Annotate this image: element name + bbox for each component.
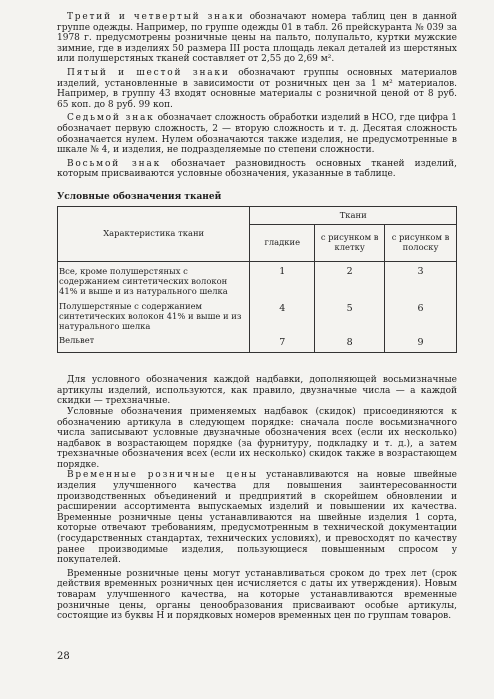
paragraph-text: Для условного обозначения каждой надбавки, дополняющей восьмизначные артикулы изделий, используются, как правило, двузначные числа — а каждой скидки — трехзначные. (57, 375, 457, 407)
cell-value: 1 (250, 261, 315, 298)
row-label: Вельвет (58, 333, 250, 353)
cell-value: 8 (315, 333, 385, 353)
page-number: 28 (57, 651, 70, 662)
row-label: Все, кроме полушерстяных с содержанием синтетических волокон 41% и выше и из натурального шелка (58, 261, 250, 298)
paragraph-temporary-prices (57, 470, 457, 565)
spaced-lead: Восьмой знак (67, 158, 162, 169)
paragraph-text: обозначают группы основных материалов изделий, установленные в зависимости от розничных цен за 1 м² материалов. Например, в группу 43 входят основные материалы с розничной ценой от 8 руб. 65 коп. до 8 руб. 99 коп. (57, 67, 457, 110)
page-body (57, 12, 457, 622)
paragraph-text: обозначает сложность обработки изделий в НСО, где цифра 1 обозначает первую сложность, 2 — вторую сложность и т. д. Десятая сложность обозначается нулем. Нулем обозначаются также изделия, не предусмотренные в шкале № 4, и изделия, не подразделяемые по степени сложности. (57, 113, 458, 156)
cell-value: 2 (315, 261, 385, 298)
cell-value: 5 (315, 299, 385, 334)
paragraph-text: устанавливаются на новые швейные изделия улучшенного качества для повышения заинтересованности производственных объединений и предприятий в скорейшем обновлении и расширении ассортимента выпускаемых изделий и повышении их качества. Временные розничные цены устанавливаются на швейные изделия 1 сорта, которые отвечают требованиям, предусмотренным в технической документации (государственных стандартах, технических условиях), и превосходят по качеству ранее производимые изделия, пользующиеся повышенным спросом у покупателей. (57, 470, 458, 566)
paragraph-seventh-sign (57, 113, 457, 155)
header-plain: гладкие (250, 224, 315, 261)
spaced-lead: Пятый и шестой знаки (67, 67, 230, 78)
spaced-lead: Третий и четвертый знаки (67, 12, 245, 22)
header-fabrics: Ткани (250, 206, 457, 224)
fabric-codes-table (57, 206, 457, 353)
table-row (58, 333, 457, 353)
header-stripe: с рисунком в полоску (385, 224, 457, 261)
cell-value: 7 (250, 333, 315, 353)
header-check: с рисунком в клетку (315, 224, 385, 261)
paragraph-third-fourth-signs (57, 12, 457, 65)
paragraph-text: Временные розничные цены могут устанавливаться сроком до трех лет (срок действия временных розничных цен исчисляется с даты их утверждения). Новым товарам улучшенного качества, на которые устанавливаются временные розничные цены, органы ценообразования присваивают особые артикулы, состоящие из буквы Н и порядковых номеров временных цен по группам товаров. (57, 568, 457, 622)
paragraph-surcharge-codes (57, 375, 457, 407)
cell-value: 6 (385, 299, 457, 334)
table-row (58, 261, 457, 298)
paragraph-eighth-sign (57, 159, 457, 180)
row-label: Полушерстяные с содержанием синтетических волокон 41% и выше и из натурального шелка (58, 299, 250, 334)
bottom-text (57, 375, 457, 622)
top-text (57, 12, 457, 180)
paragraph-text: обозначает разновидность основных тканей изделий, которым присваиваются условные обозначения, указанные в таблице. (57, 158, 457, 180)
paragraph-temporary-prices-term (57, 569, 457, 622)
cell-value: 3 (385, 261, 457, 298)
spaced-lead: Временные розничные цены (67, 470, 258, 481)
paragraph-surcharge-order (57, 407, 457, 471)
cell-value: 4 (250, 299, 315, 334)
table-header-row (58, 206, 457, 224)
spaced-lead: Седьмой знак (67, 113, 155, 124)
paragraph-fifth-sixth-signs (57, 68, 457, 110)
header-characteristic: Характеристика ткани (58, 206, 250, 261)
paragraph-text: Условные обозначения применяемых надбавок (скидок) присоединяются к обозначению артикула в следующем порядке: сначала после восьмизначного числа записывают условные двузначные обозначения всех (если их несколько) надбавок в возрастающем порядке (за фурнитуру, подкладку и т. д.), а затем трехзначные обозначения всех (если их несколько) скидок также в возрастающем порядке. (57, 406, 457, 470)
paragraph-text: обозначают номера таблиц цен в данной группе одежды. Например, по группе одежды 01 в табл. 26 прейскуранта № 039 за 1978 г. предусмотрены розничные цены на пальто, полупальто, куртки мужские зимние, где в изделиях 50 размера III роста площадь лекал деталей из шерстяных или полушерстяных тканей составляет от 2,55 до 2,69 м². (57, 12, 457, 65)
cell-value: 9 (385, 333, 457, 353)
table-row (58, 299, 457, 334)
table-title: Условные обозначения тканей (57, 191, 222, 202)
